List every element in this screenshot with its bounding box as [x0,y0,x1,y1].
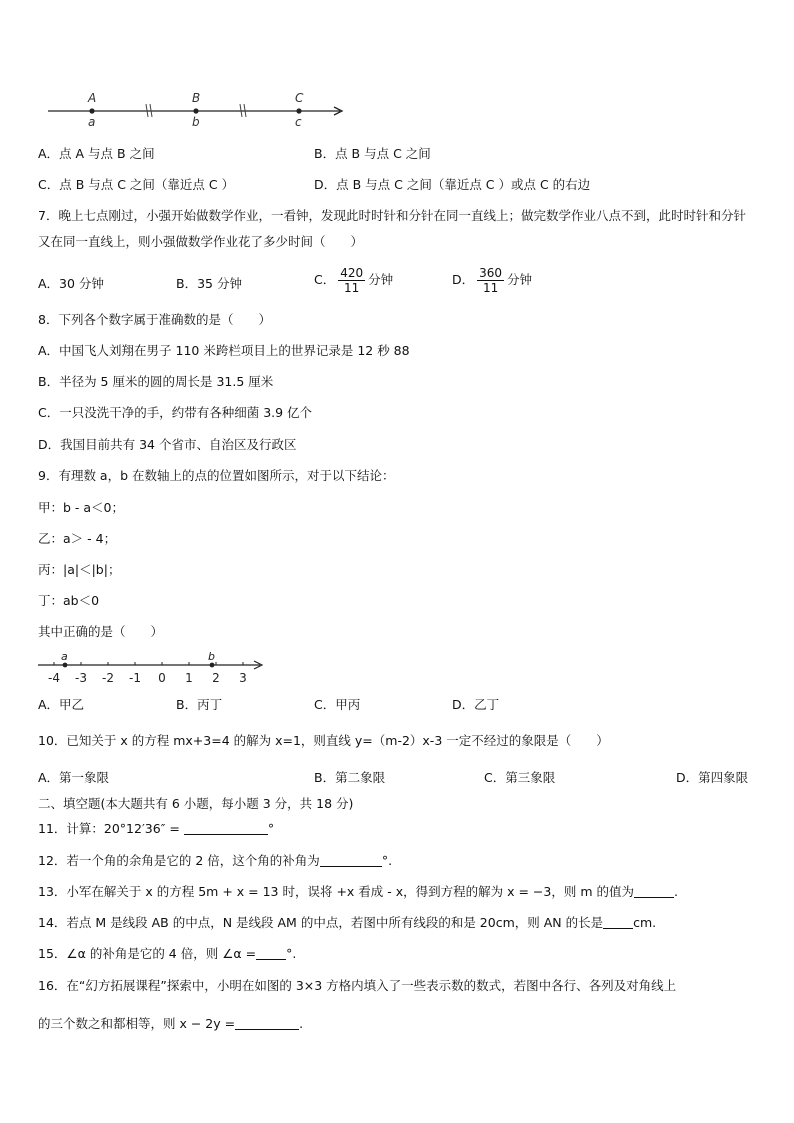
q9-statement-jia: 甲：b - a＜0； [38,500,125,515]
q7-option-d-suffix: 分钟 [507,272,533,287]
q11-text: 11．计算：20°12′36″ = [38,821,180,836]
q7-option-c-suffix: 分钟 [368,272,394,287]
fig-label-b: b [192,115,200,129]
q16-text: 的三个数之和都相等，则 x − 2y = [38,1016,236,1031]
q7-option-b: B．35 分钟 [176,276,242,291]
q7-c-numerator: 420 [340,266,364,280]
q8-stem: 8．下列各个数字属于准确数的是（ ） [38,312,271,327]
q8-option-b: B．半径为 5 厘米的圆的周长是 31.5 厘米 [38,374,274,389]
fig-label-B: B [192,91,201,105]
fig-label-C: C [295,91,304,105]
q9-tick-label: 2 [212,671,220,685]
q12-suffix: °. [381,853,393,868]
q9-number-line [36,648,268,688]
q7-stem: 7．晚上七点刚过，小强开始做数学作业，一看钟，发现此时时针和分针在同一直线上；做完数学作业八点不到，此时时针和分针又在同一直线上，则小强做数学作业花了多少时间（ ） [38,208,746,249]
q12 [38,853,392,869]
q12-answer-blank[interactable] [320,853,382,867]
q9-question: 其中正确的是（ ） [38,624,164,639]
q7-option-c-fraction [338,266,365,295]
q12-text: 12．若一个角的余角是它的 2 倍，这个角的补角为 [38,853,320,868]
number-line-figure-abc [44,86,354,130]
q14-suffix: cm. [633,915,657,930]
q15 [38,946,296,962]
fig-label-c: c [295,115,302,129]
q10-stem: 10．已知关于 x 的方程 mx+3=4 的解为 x=1，则直线 y=（m-2）x-3 一定不经过的象限是（ ） [38,733,609,748]
q13-suffix: . [674,884,678,899]
q7-d-denominator: 11 [482,281,499,295]
q7-c-denominator: 11 [344,281,360,295]
q9-statement-ding: 丁：ab＜0 [38,593,100,608]
q9-tick-label: 1 [185,671,193,685]
q6-option-c: C．点 B 与点 C 之间（靠近点 C ） [38,177,235,192]
q9-point-b-label: b [208,650,215,663]
q15-suffix: °. [286,946,297,961]
q9-tick-label: -3 [75,671,87,685]
q10-option-d: D．第四象限 [676,770,749,785]
fig-label-a: a [88,115,96,129]
q9-option-b: B．丙丁 [176,697,223,712]
q9-point-b-dot [210,663,215,668]
q8-option-c: C．一只没洗干净的手，约带有各种细菌 3.9 亿个 [38,405,313,420]
q7-option-c-prefix: C． [314,272,336,287]
q16-line-2 [38,1016,303,1032]
q11 [38,821,274,837]
q15-answer-blank[interactable] [256,946,286,960]
q7-option-a: A．30 分钟 [38,276,104,291]
q8-option-a: A．中国飞人刘翔在男子 110 米跨栏项目上的世界记录是 12 秒 88 [38,343,410,358]
q10-option-a: A．第一象限 [38,770,110,785]
q9-option-d: D．乙丁 [452,697,500,712]
q16-line-1: 16．在“幻方拓展课程”探索中，小明在如图的 3×3 方格内填入了一些表示数的数式，若图中各行、各列及对角线上 [38,978,677,993]
section-2-heading: 二、填空题(本大题共有 6 小题，每小题 3 分，共 18 分) [38,796,354,811]
q6-option-b: B．点 B 与点 C 之间 [314,146,431,161]
q8-option-d: D．我国目前共有 34 个省市、自治区及行政区 [38,437,297,452]
q13 [38,884,678,900]
q9-point-a-dot [63,663,68,668]
q9-option-c: C．甲丙 [314,697,361,712]
q14-answer-blank[interactable] [603,915,633,929]
q7-option-c [314,266,393,295]
q14 [38,915,656,931]
q10-option-b: B．第二象限 [314,770,386,785]
fig-label-A: A [88,91,97,105]
q11-answer-blank[interactable] [184,821,268,835]
q9-tick-label: 3 [239,671,247,685]
q9-tick-label: -2 [102,671,114,685]
q13-text: 13．小军在解关于 x 的方程 5m + x = 13 时，误将 +x 看成 - x，得到方程的解为 x = −3，则 m 的值为 [38,884,634,899]
q7-option-d [452,266,532,295]
q13-answer-blank[interactable] [634,884,674,898]
q9-stem: 9．有理数 a，b 在数轴上的点的位置如图所示，对于以下结论： [38,468,395,483]
q7-option-d-prefix: D． [452,272,475,287]
q9-statement-bing: 丙：|a|＜|b|； [38,562,121,577]
q6-option-d: D．点 B 与点 C 之间（靠近点 C ）或点 C 的右边 [314,177,591,192]
q7-d-numerator: 360 [479,266,503,280]
q10-option-c: C．第三象限 [484,770,556,785]
q7-option-d-fraction [477,266,504,295]
q14-text: 14．若点 M 是线段 AB 的中点，N 是线段 AM 的中点，若图中所有线段的和是 20cm，则 AN 的长是 [38,915,604,930]
q9-tick-label: -1 [129,671,141,685]
q9-statement-yi: 乙：a＞ - 4； [38,531,117,546]
q6-option-a: A．点 A 与点 B 之间 [38,146,155,161]
q11-suffix: ° [267,821,275,836]
q15-text: 15．∠α 的补角是它的 4 倍，则 ∠α = [38,946,257,961]
q16-answer-blank[interactable] [235,1016,299,1030]
q16-suffix: . [299,1016,304,1031]
q9-tick-label: -4 [48,671,60,685]
q9-point-a-label: a [61,650,68,663]
q9-option-a: A．甲乙 [38,697,85,712]
q9-tick-label: 0 [158,671,166,685]
